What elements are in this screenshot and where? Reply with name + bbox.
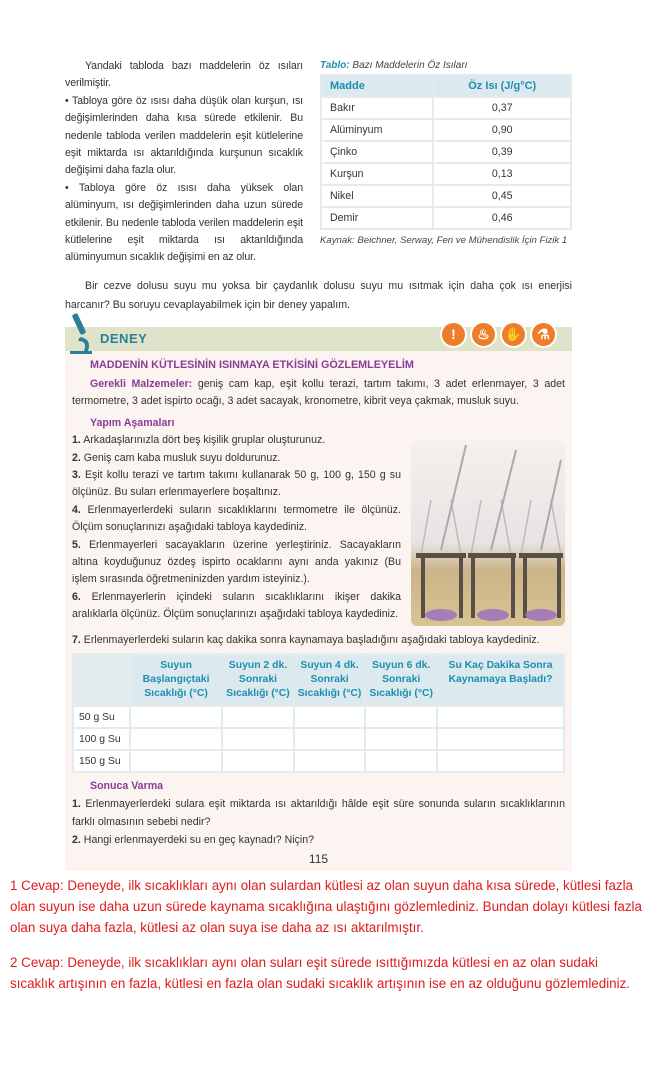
table-row <box>322 120 570 140</box>
answers-section <box>10 875 646 1004</box>
specific-heat-value: 0,13 <box>434 164 570 184</box>
row-label: 100 g Su <box>74 729 129 749</box>
material-name: Bakır <box>322 98 432 118</box>
page-number: 115 <box>308 852 329 867</box>
table-row <box>74 729 563 749</box>
specific-heat-value: 0,45 <box>434 186 570 206</box>
empty-cell[interactable] <box>438 707 563 727</box>
intro-bullet-1: • Tabloya göre öz ısısı daha düşük olan kurşun, ısı değişimlerinden daha kısa sürede etkilenir. Bu nedenle tabloda verilen maddelerin eşit kütlelerine eşit miktarda ısı aktarıldığında kurşunun sıcaklık değişimi daha fazla olur. <box>65 94 303 177</box>
experiment-photo <box>411 440 565 626</box>
specific-heat-table <box>320 74 572 230</box>
empty-cell[interactable] <box>295 751 365 771</box>
material-name: Demir <box>322 208 432 228</box>
step-number: 4. <box>72 503 81 516</box>
step-number: 3. <box>72 468 81 481</box>
conclusion-question-2: Hangi erlenmayerdeki su en geç kaynadı? Niçin? <box>80 834 315 847</box>
q-number: 1. <box>72 798 81 811</box>
empty-cell[interactable] <box>295 729 365 749</box>
empty-cell[interactable] <box>223 707 293 727</box>
row-label: 50 g Su <box>74 707 129 727</box>
header-madde: Madde <box>322 76 432 96</box>
empty-cell[interactable] <box>438 751 563 771</box>
step-number: 7. <box>72 633 81 646</box>
q-number: 2. <box>72 834 81 847</box>
header-initial-temp: Suyun Başlangıçtaki Sıcaklığı (°C) <box>131 655 221 705</box>
header-boil-time: Su Kaç Dakika Sonra Kaynamaya Başladı? <box>438 655 563 705</box>
table-row <box>74 707 563 727</box>
caption-text: Bazı Maddelerin Öz Isıları <box>349 60 468 71</box>
empty-cell[interactable] <box>131 751 221 771</box>
empty-cell[interactable] <box>223 751 293 771</box>
step-7 <box>72 632 565 649</box>
empty-cell[interactable] <box>223 729 293 749</box>
intro-paragraph: Yandaki tabloda bazı maddelerin öz ısıları verilmiştir. <box>65 60 303 90</box>
empty-cell[interactable] <box>366 707 436 727</box>
step-number: 2. <box>72 451 81 464</box>
steps-heading: Yapım Aşamaları <box>90 416 175 429</box>
top-section <box>65 58 572 315</box>
step-number: 1. <box>72 434 81 447</box>
caption-label: Tablo: <box>320 60 350 71</box>
table-row <box>322 186 570 206</box>
warning-icon: ! <box>440 321 467 348</box>
table-row <box>322 98 570 118</box>
specific-heat-value: 0,46 <box>434 208 570 228</box>
table-column <box>320 58 572 249</box>
table-caption <box>320 58 572 74</box>
empty-cell[interactable] <box>438 729 563 749</box>
empty-cell[interactable] <box>366 751 436 771</box>
observation-table <box>72 653 565 773</box>
materials-label: Gerekli Malzemeler: <box>90 377 193 390</box>
experiment-content <box>65 351 572 867</box>
specific-heat-value: 0,90 <box>434 120 570 140</box>
specific-heat-value: 0,37 <box>434 98 570 118</box>
step-text: Erlenmayerlerdeki suların sıcaklıklarını termometre ile ölçünüz. Ölçüm sonuçlarınızı aşağıdaki tabloya kaydediniz. <box>72 503 401 534</box>
material-name: Kurşun <box>322 164 432 184</box>
question-text: Bir cezve dolusu suyu mu yoksa bir çaydanlık dolusu suyu mu ısıtmak için daha çok ısı enerjisi harcanır? Bu soruyu cevaplayabilmek için bir deney yapalım. <box>65 279 572 311</box>
step-text: Eşit kollu terazi ve tartım takımı kullanarak 50 g, 100 g, 150 g su ölçünüz. Bu suları erlenmayerlere boşaltınız. <box>72 468 401 499</box>
conclusion-section <box>72 777 565 849</box>
header-4min-temp: Suyun 4 dk. Sonraki Sıcaklığı (°C) <box>295 655 365 705</box>
table-row <box>322 208 570 228</box>
intro-bullet-2: • Tabloya göre öz ısısı daha yüksek olan alüminyum, ısı değişimlerinden daha uzun sürede etkilenir. Bu nedenle tabloda verilen maddelerin eşit kütlelerine eşit miktarda ısı aktarıldığında alüminyumun sıcaklık değişimi en az olur. <box>65 181 303 264</box>
empty-cell[interactable] <box>366 729 436 749</box>
step-text: Erlenmayerlerdeki suların kaç dakika sonra kaynamaya başladığını aşağıdaki tabloya kaydediniz. <box>80 633 540 646</box>
empty-cell[interactable] <box>131 707 221 727</box>
row-label: 150 g Su <box>74 751 129 771</box>
conclusion-question-1: Erlenmayerlerdeki sulara eşit miktarda ısı aktarıldığı hâlde eşit süre sonunda suların sıcaklıklarının farklı olmasının sebebi nedir? <box>72 798 565 829</box>
experiment-box <box>65 327 572 871</box>
step-text: Geniş cam kaba musluk suyu doldurunuz. <box>80 451 281 464</box>
header-6min-temp: Suyun 6 dk. Sonraki Sıcaklığı (°C) <box>366 655 436 705</box>
microscope-icon <box>66 311 96 355</box>
step-number: 5. <box>72 538 81 551</box>
empty-cell[interactable] <box>295 707 365 727</box>
step-text: Erlenmayerlerin içindeki suların sıcaklıklarını ikişer dakika aralıklarla ölçünüz. Ölçüm sonuçlarınızı aşağıdaki tabloya kaydediniz. <box>72 590 401 621</box>
conclusion-heading: Sonuca Varma <box>90 780 164 793</box>
specific-heat-value: 0,39 <box>434 142 570 162</box>
experiment-label: DENEY <box>100 330 148 346</box>
step-text: Erlenmayerleri sacayakların üzerine yerleştiriniz. Sacayakların altına koyduğunuz özdeş ispirto ocaklarını aynı anda yakınız (Bu işlem sırasında öğretmeninizden yardım isteyiniz.). <box>72 538 401 586</box>
experiment-header-bar <box>65 327 572 351</box>
intro-text <box>65 58 303 267</box>
header-2min-temp: Suyun 2 dk. Sonraki Sıcaklığı (°C) <box>223 655 293 705</box>
answer-2: 2 Cevap: Deneyde, ilk sıcaklıkları aynı olan suları eşit sürede ısıttığımızda kütlesi en az olan sudaki sıcaklık artışının en fazla, kütlesi en fazla olan sudaki sıcaklık artışının ise en az olduğunu gözlemlediniz. <box>10 955 631 992</box>
step-number: 6. <box>72 590 81 603</box>
answer-1: 1 Cevap: Deneyde, ilk sıcaklıkları aynı olan sulardan kütlesi az olan suyun daha kısa sürede, kütlesi fazla olan suyun ise daha uzun sürede kaynama sıcaklığına ulaştığını gözlemlediniz. Bundan dolayı kütlesi fazla olan suya daha fazla, kütlesi az olan suya ise daha az ısı aktarılmıştır. <box>10 878 642 936</box>
header-oz-isi: Öz Isı (J/g°C) <box>434 76 570 96</box>
material-name: Çinko <box>322 142 432 162</box>
empty-cell[interactable] <box>131 729 221 749</box>
material-name: Nikel <box>322 186 432 206</box>
table-source: Kaynak: Beichner, Serway, Fen ve Mühendislik İçin Fizik 1 <box>320 235 568 246</box>
table-row <box>322 142 570 162</box>
materials-text: geniş cam kap, eşit kollu terazi, tartım takımı, 3 adet erlenmayer, 3 adet termometre, 3 adet ispirto ocağı, 3 adet sacayak, kronometre, kibrit veya çakmak, musluk suyu. <box>72 377 565 408</box>
experiment-title: MADDENİN KÜTLESİNİN ISINMAYA ETKİSİNİ GÖZLEMLEYELİM <box>90 358 414 371</box>
fire-hazard-icon: ♨ <box>470 321 497 348</box>
hand-wash-icon: ✋ <box>500 321 527 348</box>
table-row <box>74 751 563 771</box>
steps-block <box>72 415 565 630</box>
flask-icon: ⚗ <box>530 321 557 348</box>
materials <box>72 376 565 411</box>
step-text: Arkadaşlarınızla dört beş kişilik gruplar oluşturunuz. <box>80 434 326 447</box>
material-name: Alüminyum <box>322 120 432 140</box>
table-row <box>322 164 570 184</box>
